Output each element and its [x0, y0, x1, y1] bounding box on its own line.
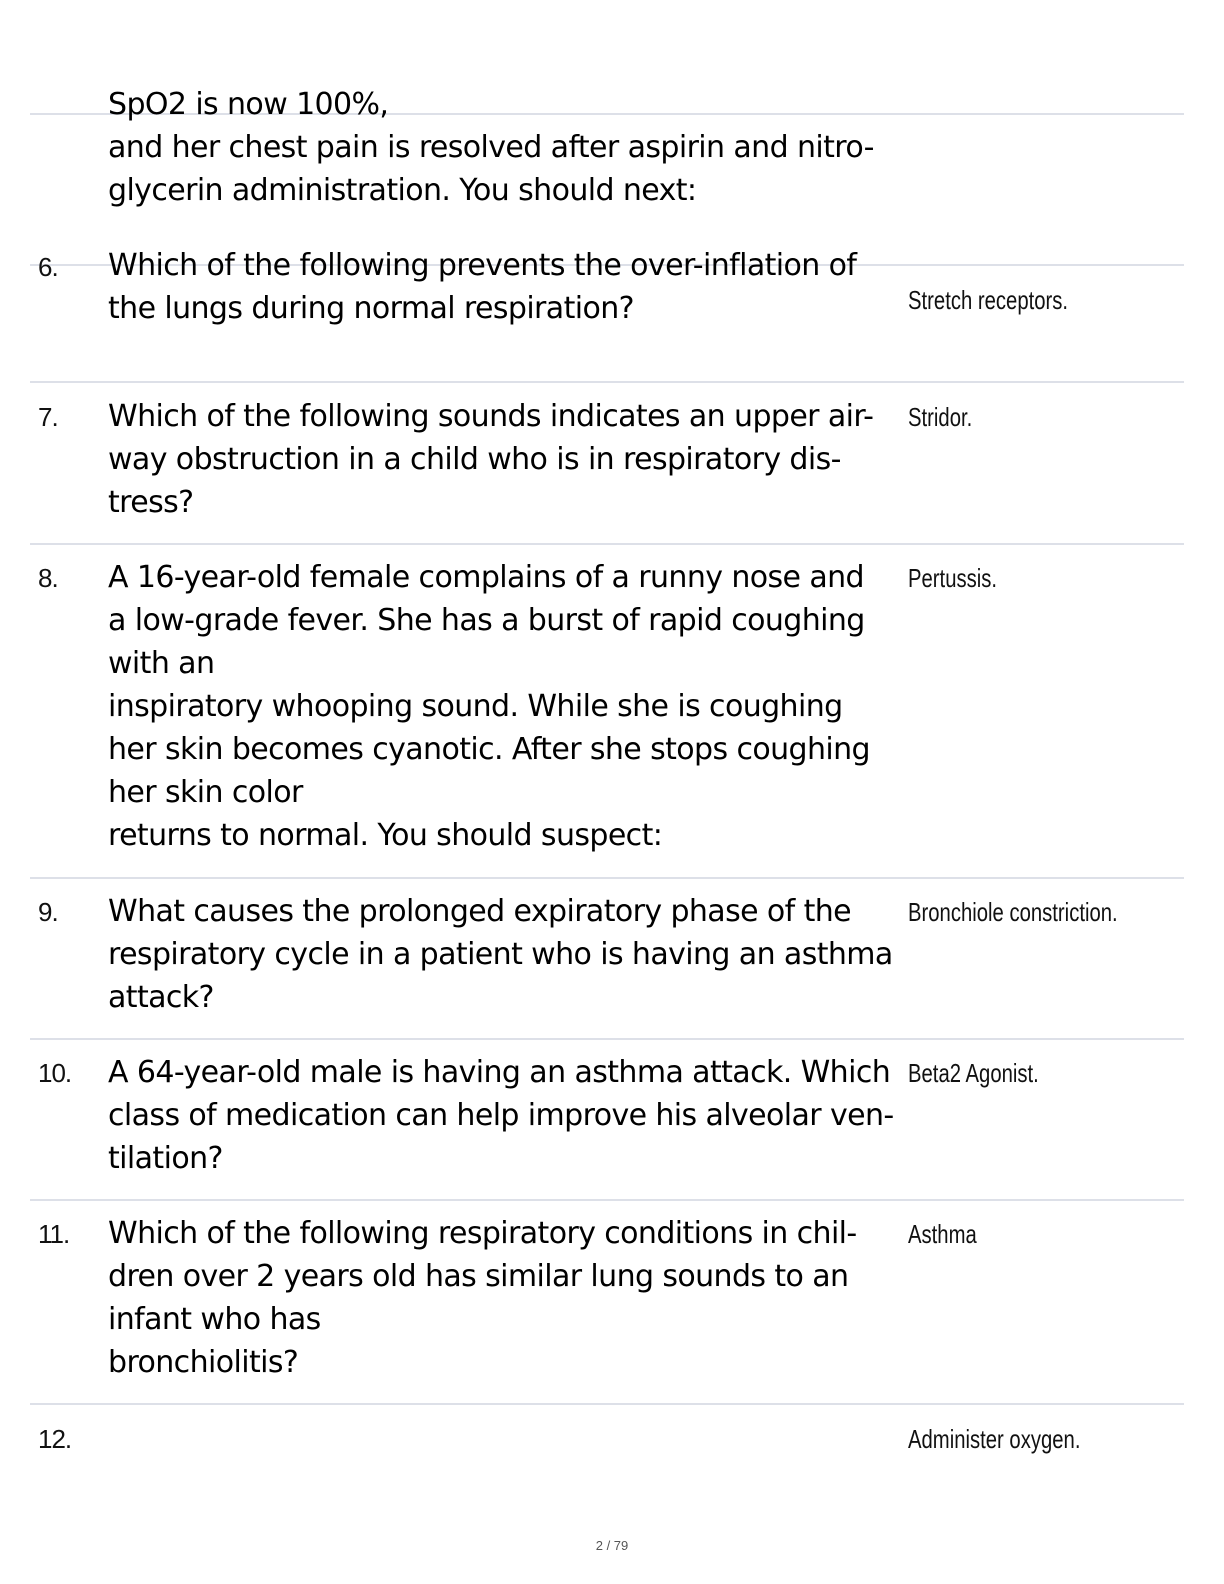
question-line: bronchiolitis?	[108, 1345, 299, 1380]
question-line: SpO2 is now 100%,	[108, 87, 389, 122]
question-number: 6.	[38, 252, 58, 282]
question-line: returns to normal. You should suspect:	[108, 818, 663, 853]
question-text	[108, 890, 908, 1019]
answer-text: Beta2 Agonist.	[908, 1058, 1039, 1088]
page-indicator: 2 / 79	[595, 1538, 629, 1553]
answer-text: Administer oxygen.	[908, 1424, 1081, 1454]
answer-text: Pertussis.	[908, 563, 998, 593]
row-divider	[30, 877, 1184, 879]
question-line: respiratory cycle in a patient who is having an asthma	[108, 937, 893, 972]
question-number: 11.	[38, 1219, 70, 1249]
question-line: glycerin administration. You should next:	[108, 173, 697, 208]
question-line: tress?	[108, 485, 194, 520]
row-divider	[30, 543, 1184, 545]
question-text	[108, 395, 908, 524]
question-line: infant who has	[108, 1302, 321, 1337]
question-line: her skin color	[108, 775, 303, 810]
question-line: inspiratory whooping sound. While she is coughing	[108, 689, 843, 724]
answer-text: Stretch receptors.	[908, 285, 1069, 315]
question-text	[108, 83, 908, 212]
question-line: Which of the following prevents the over-inflation of	[108, 248, 857, 283]
question-line: and her chest pain is resolved after aspirin and nitro-	[108, 130, 874, 165]
row-divider	[30, 1199, 1184, 1201]
question-line: Which of the following sounds indicates an upper air-	[108, 399, 874, 434]
question-text	[108, 1051, 908, 1180]
answer-text: Stridor.	[908, 402, 973, 432]
question-line: her skin becomes cyanotic. After she stops coughing	[108, 732, 870, 767]
question-line: Which of the following respiratory conditions in chil-	[108, 1216, 857, 1251]
question-number: 10.	[38, 1058, 72, 1088]
question-line: What causes the prolonged expiratory phase of the	[108, 894, 851, 929]
question-text	[108, 556, 908, 857]
question-line: tilation?	[108, 1141, 223, 1176]
question-number: 9.	[38, 897, 58, 927]
question-line: A 16-year-old female complains of a runny nose and	[108, 560, 864, 595]
row-divider	[30, 381, 1184, 383]
question-number: 7.	[38, 402, 58, 432]
question-text	[108, 1212, 908, 1384]
question-line: the lungs during normal respiration?	[108, 291, 634, 326]
question-line: dren over 2 years old has similar lung sounds to an	[108, 1259, 849, 1294]
question-number: 12.	[38, 1424, 72, 1454]
row-divider	[30, 1038, 1184, 1040]
answer-text: Asthma	[908, 1219, 977, 1249]
question-number: 8.	[38, 563, 58, 593]
question-line: a low-grade fever. She has a burst of rapid coughing	[108, 603, 865, 638]
question-line: class of medication can help improve his alveolar ven-	[108, 1098, 894, 1133]
question-line: attack?	[108, 980, 214, 1015]
question-line: way obstruction in a child who is in respiratory dis-	[108, 442, 841, 477]
question-line: with an	[108, 646, 215, 681]
answer-text: Bronchiole constriction.	[908, 897, 1118, 927]
question-text	[108, 244, 908, 330]
question-line: A 64-year-old male is having an asthma attack. Which	[108, 1055, 891, 1090]
row-divider	[30, 1403, 1184, 1405]
